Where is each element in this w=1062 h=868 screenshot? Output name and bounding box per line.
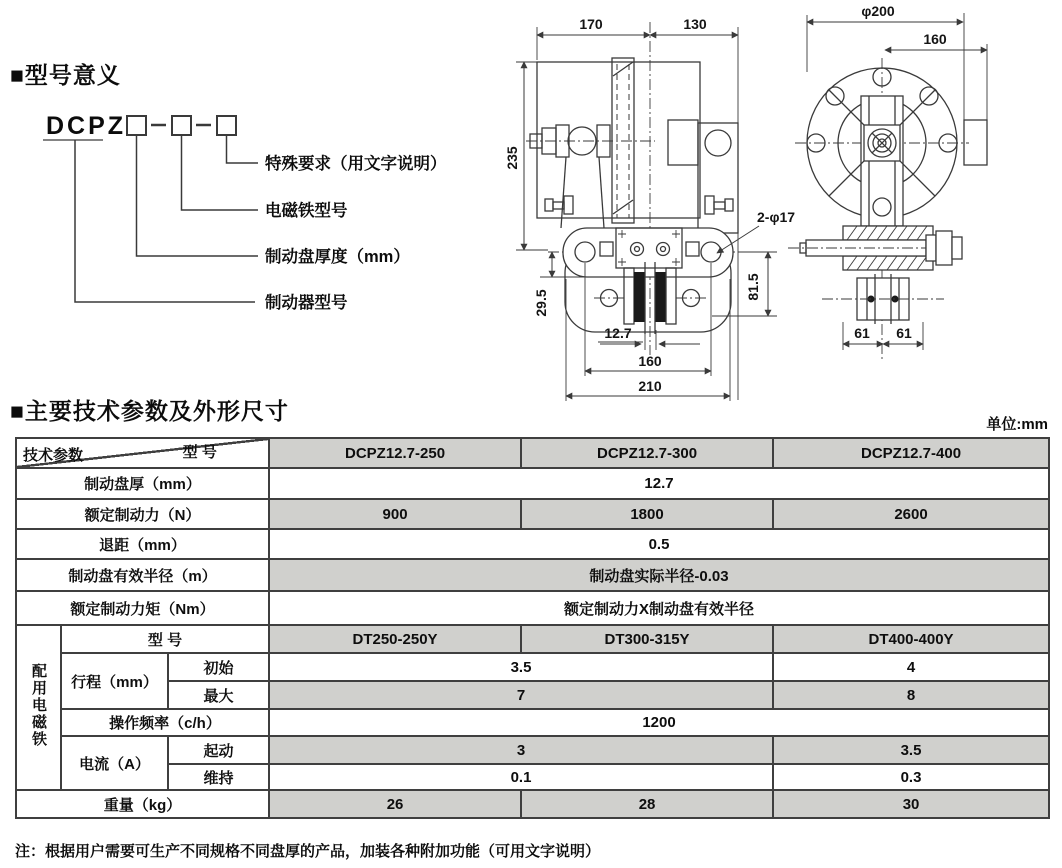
row-label-frequency: 操作频率（c/h）: [61, 709, 269, 736]
row-label-stroke-initial: 初始: [168, 653, 269, 681]
value-disc-thickness: 12.7: [269, 468, 1049, 499]
value-magnet-model: DT300-315Y: [521, 625, 773, 653]
side-view-drawing: [788, 3, 987, 360]
dim-side-wheel-right: 61: [896, 325, 912, 341]
value-stroke-initial: 4: [773, 653, 1049, 681]
dim-front-base-width: 210: [638, 378, 662, 394]
value-stroke-initial: 3.5: [269, 653, 773, 681]
value-rated-force: 2600: [773, 499, 1049, 529]
dim-front-height: 235: [504, 146, 520, 170]
value-weight: 30: [773, 790, 1049, 818]
front-bolts: [545, 196, 733, 214]
value-stroke-max: 7: [269, 681, 773, 709]
section-title-parameters: ■主要技术参数及外形尺寸: [10, 398, 289, 424]
wheel-assembly: [822, 274, 944, 324]
row-label-effective-radius: 制动盘有效半径（m）: [16, 559, 269, 591]
value-current-start: 3: [269, 736, 773, 764]
value-stroke-max: 8: [773, 681, 1049, 709]
dim-front-base-offset: 29.5: [533, 289, 549, 317]
value-current-start: 3.5: [773, 736, 1049, 764]
value-rated-force: 1800: [521, 499, 773, 529]
dim-front-width-right: 130: [683, 16, 707, 32]
value-rated-torque: 额定制动力X制动盘有效半径: [269, 591, 1049, 625]
row-label-weight: 重量（kg）: [16, 790, 269, 818]
row-label-current-hold: 维持: [168, 764, 269, 790]
row-label-current-start: 起动: [168, 736, 269, 764]
value-weight: 28: [521, 790, 773, 818]
dim-side-wheel-left: 61: [854, 325, 870, 341]
model-code-diagram: [30, 100, 460, 330]
section-title-model-meaning: ■型号意义: [10, 62, 121, 88]
dim-side-mount-width: 160: [923, 31, 947, 47]
model-code-boxes: [127, 116, 236, 135]
dim-side-flange-diameter: φ200: [861, 3, 895, 19]
value-retreat: 0.5: [269, 529, 1049, 559]
label-mount-holes: 2-φ17: [757, 209, 796, 225]
parameters-table: [15, 437, 1050, 819]
value-weight: 26: [269, 790, 521, 818]
model-header-cell: DCPZ12.7-300: [521, 438, 773, 468]
value-effective-radius: 制动盘实际半径-0.03: [269, 559, 1049, 591]
row-label-rated-force: 额定制动力（N）: [16, 499, 269, 529]
corner-header-cell: [16, 438, 269, 468]
model-code-connectors: [75, 135, 258, 302]
row-label-retreat: 退距（mm）: [16, 529, 269, 559]
value-current-hold: 0.3: [773, 764, 1049, 790]
row-label-disc-thickness: 制动盘厚（mm）: [16, 468, 269, 499]
technical-drawings: [480, 0, 1062, 402]
dim-front-arm-height: 81.5: [745, 273, 761, 301]
value-magnet-model: DT400-400Y: [773, 625, 1049, 653]
row-label-magnet-model: 型 号: [61, 625, 269, 653]
row-label-current: 电流（A）: [61, 736, 168, 790]
row-label-rated-torque: 额定制动力矩（Nm）: [16, 591, 269, 625]
value-frequency: 1200: [269, 709, 1049, 736]
hatch-top: [843, 226, 933, 240]
legend-disc-thickness: 制动盘厚度（mm）: [265, 248, 410, 266]
legend-magnet-model: 电磁铁型号: [265, 202, 348, 220]
row-label-stroke-max: 最大: [168, 681, 269, 709]
model-header-cell: DCPZ12.7-400: [773, 438, 1049, 468]
group-label-magnet: 配用电磁铁: [16, 625, 61, 790]
footnote: 注：根据用户需要可生产不同规格不同盘厚的产品，加装各种附加功能（可用文字说明）: [15, 843, 601, 860]
hatch-bottom: [843, 256, 933, 270]
dim-front-width-left: 170: [579, 16, 603, 32]
corner-param-label: 技术参数: [23, 447, 84, 464]
corner-model-label: 型 号: [182, 444, 217, 461]
legend-special-requirements: 特殊要求（用文字说明）: [265, 155, 447, 173]
value-current-hold: 0.1: [269, 764, 773, 790]
legend-brake-model: 制动器型号: [265, 294, 348, 312]
value-magnet-model: DT250-250Y: [269, 625, 521, 653]
front-view-drawing: [504, 16, 795, 401]
dim-front-hole-spacing: 160: [638, 353, 662, 369]
model-header-cell: DCPZ12.7-250: [269, 438, 521, 468]
row-label-stroke: 行程（mm）: [61, 653, 168, 709]
dim-front-disc-thickness: 12.7: [604, 325, 632, 341]
model-code-text: DCPZ: [46, 112, 127, 140]
value-rated-force: 900: [269, 499, 521, 529]
unit-note: 单位:mm: [986, 416, 1048, 433]
